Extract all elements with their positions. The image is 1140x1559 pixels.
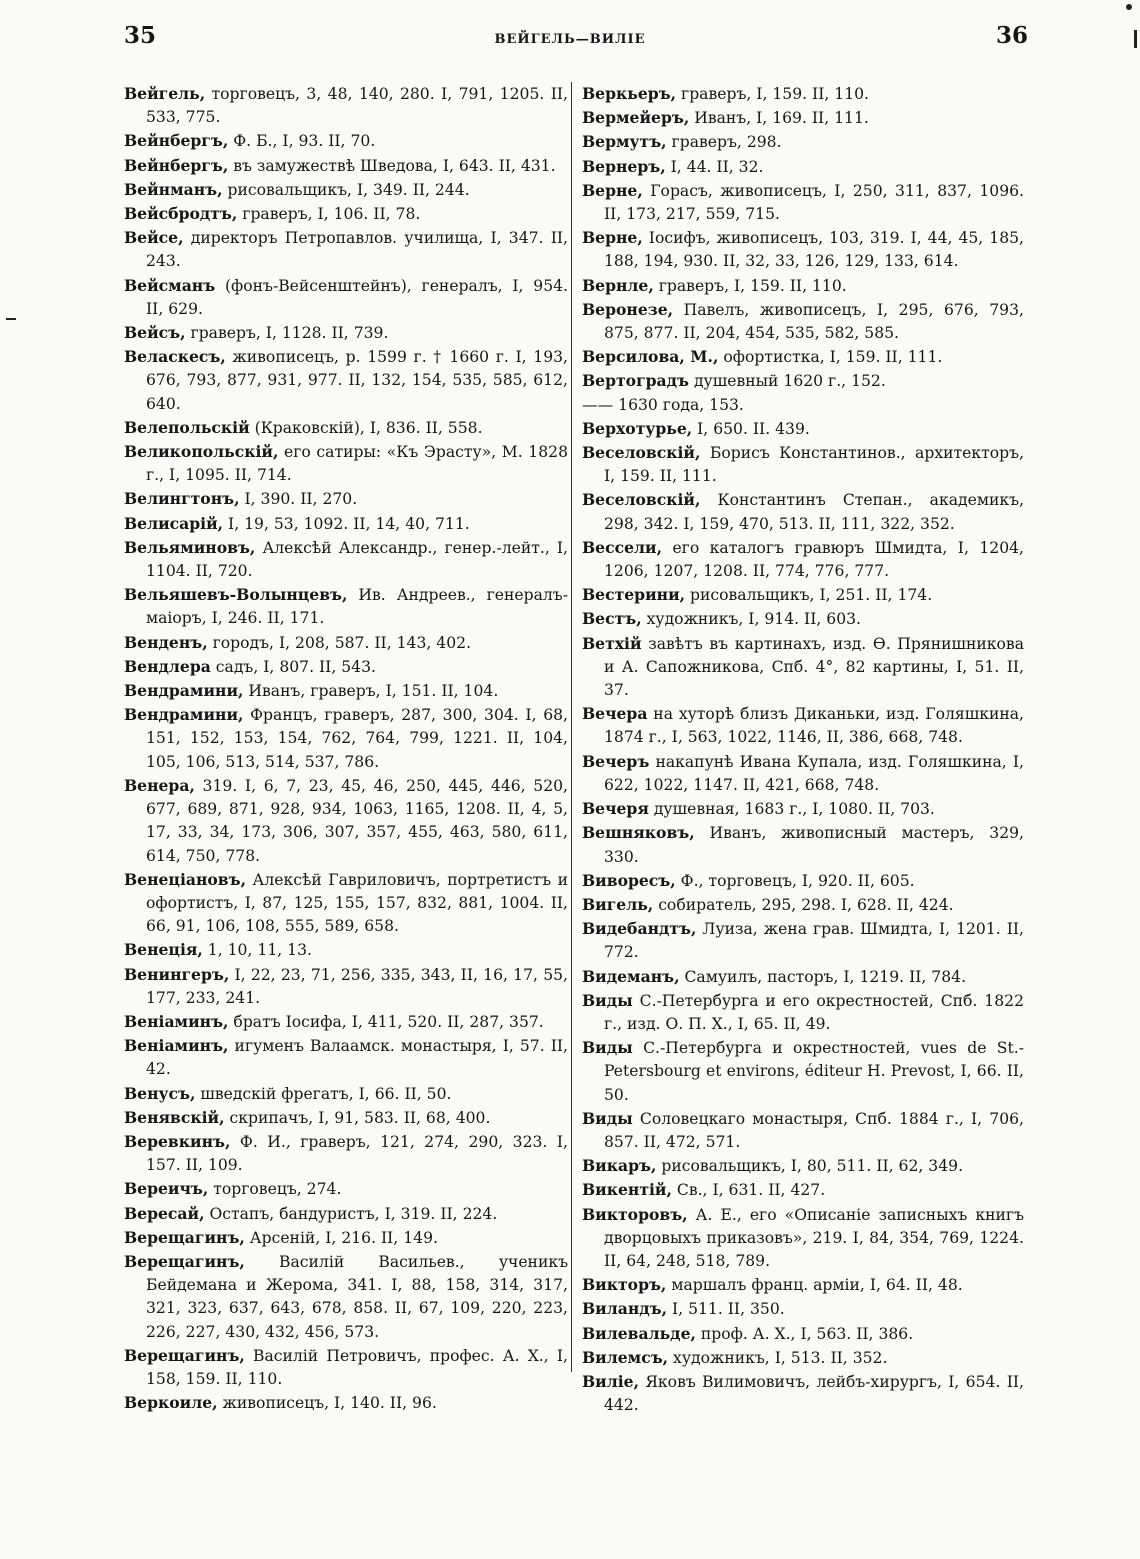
entry-headword: Виворесъ, bbox=[582, 870, 676, 890]
entry-references: Иванъ, I, 169. II, 111. bbox=[689, 109, 869, 128]
entry-references: душевный 1620 г., 152. bbox=[689, 372, 886, 391]
entry-references: Ф. И., граверъ, 121, 274, 290, 323. I, 157. II, 109. bbox=[146, 1132, 568, 1175]
entry-headword: Викаръ, bbox=[582, 1156, 657, 1176]
entry-references: рисовальщикъ, I, 251. II, 174. bbox=[685, 586, 933, 605]
entry-headword: Велепольскій bbox=[124, 417, 250, 437]
entry-headword: Вендлера bbox=[124, 656, 211, 676]
entry-references: художникъ, I, 513. II, 352. bbox=[668, 1348, 888, 1367]
entry-headword: Вейсбродтъ, bbox=[124, 204, 238, 224]
entry-references: Іосифъ, живописецъ, 103, 319. I, 44, 45, 185, 188, 194, 930. II, 32, 33, 126, 129, 133, 614. bbox=[604, 229, 1024, 271]
entry-references: С.-Петербурга и его окрестностей, Спб. 1822 г., изд. О. П. Х., I, 65. II, 49. bbox=[604, 991, 1024, 1033]
entry-headword: Видеманъ, bbox=[582, 966, 680, 986]
entry-references: Соловецкаго монастыря, Спб. 1884 г., I, 706, 857. II, 472, 571. bbox=[604, 1109, 1024, 1151]
index-entry bbox=[582, 417, 1024, 441]
index-entry bbox=[582, 274, 1024, 298]
entry-references: завѣтъ въ картинахъ, изд. Ѳ. Прянишникова и А. Сапожникова, Спб. 4°, 82 картины, I, 51. II, 37. bbox=[604, 634, 1024, 700]
index-entry bbox=[124, 963, 568, 1010]
entry-headword: Веніаминъ, bbox=[124, 1036, 229, 1056]
entry-headword: Веронезе, bbox=[582, 299, 674, 319]
entry-references: душевная, 1683 г., I, 1080. II, 703. bbox=[648, 800, 935, 819]
index-entry bbox=[124, 679, 568, 703]
index-entry bbox=[124, 1010, 568, 1034]
entry-references: Константинъ Степан., академикъ, 298, 342. I, 159, 470, 513. II, 111, 322, 352. bbox=[604, 491, 1024, 533]
index-entry bbox=[124, 1177, 568, 1201]
entry-references: Горасъ, живописецъ, I, 250, 311, 837, 1096. II, 173, 217, 559, 715. bbox=[604, 181, 1024, 224]
entry-headword: Виды bbox=[582, 1108, 633, 1128]
index-entry bbox=[124, 1082, 568, 1106]
index-entry bbox=[582, 632, 1024, 703]
right-column bbox=[582, 82, 1024, 1417]
entry-headword: Вельяминовъ, bbox=[124, 537, 256, 557]
entry-references: Павелъ, живописецъ, I, 295, 676, 793, 875, 877. II, 204, 454, 535, 582, 585. bbox=[604, 300, 1024, 343]
index-entry bbox=[124, 345, 568, 416]
index-entry bbox=[582, 965, 1024, 989]
entry-references: скрипачъ, I, 91, 583. II, 68, 400. bbox=[224, 1108, 491, 1127]
entry-headword: Вечера bbox=[582, 704, 648, 724]
entry-references: живописецъ, р. 1599 г. † 1660 г. I, 193, 676, 793, 877, 931, 977. II, 132, 154, 535, 585, 612, 640. bbox=[146, 348, 568, 413]
entry-references: А. Е., его «Описаніе записныхъ книгъ дворцовыхъ приказовъ», 219. I, 84, 354, 769, 1224. II, 64, 248, 518, 789. bbox=[604, 1205, 1024, 1270]
entry-headword: Версилова, М., bbox=[582, 347, 719, 367]
entry-references: собиратель, 295, 298. I, 628. II, 424. bbox=[653, 895, 954, 914]
index-entry bbox=[124, 202, 568, 226]
index-entry bbox=[582, 488, 1024, 535]
entry-references: (фонъ-Вейсенштейнъ), генералъ, I, 954. II, 629. bbox=[146, 276, 568, 318]
entry-headword: Виды bbox=[582, 1038, 633, 1058]
index-entry bbox=[124, 226, 568, 273]
entry-references: Иванъ, живописный мастеръ, 329, 330. bbox=[604, 824, 1024, 866]
entry-references: Ф. Б., I, 93. II, 70. bbox=[228, 132, 376, 151]
entry-headword: Вигель, bbox=[582, 894, 654, 914]
entry-references: 319. I, 6, 7, 23, 45, 46, 250, 445, 446, 520, 677, 689, 871, 928, 934, 1063, 1165, 1208. II, 4, 5, 17, 33, 34, 173, 306, 307, 357, 455, 463, 580, 611, 614, 750, 778. bbox=[146, 776, 568, 865]
entry-references: на хуторѣ близъ Диканьки, изд. Голяшкина, 1874 г., I, 563, 1022, 1146, II, 386, 668, 748. bbox=[604, 705, 1024, 747]
entry-headword: Викторъ, bbox=[582, 1275, 667, 1295]
index-entry bbox=[582, 82, 1024, 106]
index-entry bbox=[124, 1226, 568, 1250]
index-entry bbox=[582, 1203, 1024, 1274]
entry-references: Св., I, 631. II, 427. bbox=[671, 1181, 826, 1200]
entry-headword: Вересай, bbox=[124, 1203, 205, 1223]
index-entry bbox=[582, 179, 1024, 226]
index-entry bbox=[124, 178, 568, 202]
column-divider bbox=[571, 82, 572, 1372]
edge-mark-left bbox=[6, 318, 16, 320]
edge-mark-right bbox=[1134, 30, 1137, 48]
entry-headword: Верхотурье, bbox=[582, 418, 693, 438]
entry-headword: Виды bbox=[582, 990, 633, 1010]
entry-headword: Венеція, bbox=[124, 940, 203, 960]
index-entry bbox=[582, 298, 1024, 345]
index-entry bbox=[124, 154, 568, 178]
entry-headword: Веркьеръ, bbox=[582, 84, 677, 103]
entry-headword: Виліе, bbox=[582, 1371, 640, 1391]
entry-headword: Веніаминъ, bbox=[124, 1011, 229, 1031]
left-column bbox=[124, 82, 568, 1415]
entry-references: I, 44. II, 32. bbox=[665, 157, 764, 176]
entry-headword: Веревкинъ, bbox=[124, 1131, 231, 1151]
entry-references: Арсеній, I, 216. II, 149. bbox=[244, 1228, 438, 1247]
index-entry bbox=[124, 1106, 568, 1130]
entry-headword: Вечеръ bbox=[582, 751, 650, 771]
entry-headword: Викторовъ, bbox=[582, 1204, 688, 1224]
index-entry bbox=[124, 440, 568, 487]
entry-references: директоръ Петропавлов. училища, I, 347. II, 243. bbox=[146, 229, 568, 271]
entry-references: Ив. Андреев., генералъ-маіоръ, I, 246. II, 171. bbox=[146, 586, 568, 628]
entry-headword: Вендрамини, bbox=[124, 705, 244, 725]
entry-references: рисовальщикъ, I, 349. II, 244. bbox=[222, 180, 470, 199]
entry-references: Алексѣй Александр., генер.-лейт., I, 1104. II, 720. bbox=[146, 538, 568, 581]
entry-references: Иванъ, граверъ, I, 151. II, 104. bbox=[243, 682, 499, 701]
entry-headword: Верне, bbox=[582, 228, 643, 248]
entry-references: граверъ, 298. bbox=[666, 133, 782, 152]
entry-references: Самуилъ, пасторъ, I, 1219. II, 784. bbox=[679, 967, 967, 986]
index-entry bbox=[124, 583, 568, 630]
index-entry bbox=[124, 82, 568, 129]
entry-headword: Венера, bbox=[124, 775, 195, 795]
index-entry bbox=[124, 416, 568, 440]
entry-references: Остапъ, бандуристъ, I, 319. II, 224. bbox=[204, 1204, 498, 1223]
index-entry bbox=[124, 1034, 568, 1081]
entry-headword: Верещагинъ, bbox=[124, 1227, 245, 1247]
index-entry bbox=[124, 129, 568, 153]
index-entry bbox=[124, 1344, 568, 1391]
entry-headword: Вельяшевъ-Волынцевъ, bbox=[124, 585, 348, 605]
entry-references: Ф., торговецъ, I, 920. II, 605. bbox=[675, 871, 915, 890]
entry-headword: Ветхій bbox=[582, 633, 642, 653]
entry-references: граверъ, I, 106. II, 78. bbox=[237, 205, 421, 224]
entry-references: шведскій фрегатъ, I, 66. II, 50. bbox=[195, 1084, 452, 1103]
entry-references: С.-Петербурга и окрестностей, vues de St.-Petersbourg et environs, éditeur H. Prevost, I, 66. II, 50. bbox=[604, 1039, 1024, 1104]
entry-headword: Веласкесъ, bbox=[124, 347, 226, 367]
index-entry bbox=[124, 1391, 568, 1415]
entry-references: его сатиры: «Къ Эрасту», М. 1828 г., I, 1095. II, 714. bbox=[146, 443, 568, 485]
entry-headword: Верещагинъ, bbox=[124, 1345, 245, 1365]
running-head-title: ВЕЙГЕЛЬ—ВИЛІЕ bbox=[494, 32, 646, 47]
index-entry bbox=[582, 536, 1024, 583]
index-entry bbox=[582, 369, 1024, 393]
entry-headword: Вернеръ, bbox=[582, 156, 666, 176]
entry-references: I, 22, 23, 71, 256, 335, 343, II, 16, 17, 55, 177, 233, 241. bbox=[146, 965, 568, 1007]
entry-headword: Вендрамини, bbox=[124, 681, 244, 701]
entry-headword: Вестерини, bbox=[582, 585, 686, 605]
entry-headword: Веселовскій, bbox=[582, 490, 701, 510]
index-entry bbox=[582, 1107, 1024, 1154]
index-entry bbox=[582, 702, 1024, 749]
entry-references: I, 19, 53, 1092. II, 14, 40, 711. bbox=[223, 514, 470, 533]
index-entry bbox=[582, 607, 1024, 631]
index-entry bbox=[124, 1250, 568, 1344]
index-entry bbox=[124, 487, 568, 511]
index-entry bbox=[582, 1297, 1024, 1321]
entry-references: I, 390. II, 270. bbox=[239, 490, 358, 509]
entry-headword: Вейнманъ, bbox=[124, 179, 223, 199]
index-entry bbox=[582, 821, 1024, 868]
index-entry bbox=[582, 1346, 1024, 1370]
entry-headword: Вилевальде, bbox=[582, 1323, 696, 1343]
index-entry bbox=[582, 797, 1024, 821]
entry-headword: Венеціановъ, bbox=[124, 869, 247, 889]
entry-references: игуменъ Валаамск. монастыря, I, 57. II, 42. bbox=[146, 1037, 568, 1079]
index-entry bbox=[582, 441, 1024, 488]
entry-headword: Вестъ, bbox=[582, 609, 642, 629]
entry-headword: Вертоградъ bbox=[582, 371, 689, 391]
index-entry bbox=[582, 750, 1024, 797]
entry-headword: Вечеря bbox=[582, 799, 649, 819]
index-entry bbox=[582, 226, 1024, 273]
entry-references: живописецъ, I, 140. II, 96. bbox=[217, 1394, 437, 1413]
entry-references: маршалъ франц. арміи, I, 64. II, 48. bbox=[666, 1276, 963, 1295]
index-entry bbox=[124, 274, 568, 321]
entry-references: 1, 10, 11, 13. bbox=[202, 941, 312, 960]
index-entry bbox=[582, 345, 1024, 369]
index-entry bbox=[124, 536, 568, 583]
entry-references: Францъ, граверъ, 287, 300, 304. I, 68, 151, 152, 153, 154, 762, 764, 799, 1221. II, 104, 105, 106, 513, 514, 537, 786. bbox=[146, 706, 568, 771]
entry-headword: Вейнбергъ, bbox=[124, 155, 229, 175]
entry-references: Борисъ Константинов., архитекторъ, I, 159. II, 111. bbox=[604, 444, 1024, 486]
entry-headword: Вейгель, bbox=[124, 84, 206, 103]
entry-headword: Вермутъ, bbox=[582, 132, 667, 152]
entry-headword: Верне, bbox=[582, 180, 643, 200]
entry-headword: Венденъ, bbox=[124, 632, 208, 652]
entry-headword: Вернле, bbox=[582, 275, 654, 295]
index-entry bbox=[124, 512, 568, 536]
entry-references: торговецъ, 274. bbox=[208, 1180, 342, 1199]
entry-references: граверъ, I, 159. II, 110. bbox=[653, 276, 847, 295]
entry-references: граверъ, I, 1128. II, 739. bbox=[185, 324, 389, 343]
index-entry bbox=[582, 1273, 1024, 1297]
entry-references: I, 650. II. 439. bbox=[692, 419, 810, 438]
entry-references: Алексѣй Гавриловичъ, портретистъ и офортистъ, I, 87, 125, 155, 157, 832, 881, 1004. II, 66, 91, 106, 108, 555, 589, 658. bbox=[146, 870, 568, 936]
entry-headword: Видебандтъ, bbox=[582, 919, 697, 939]
entry-references: —— 1630 года, 153. bbox=[582, 395, 744, 414]
index-entry bbox=[582, 1178, 1024, 1202]
entry-headword: Вешняковъ, bbox=[582, 823, 695, 843]
index-entry bbox=[124, 631, 568, 655]
entry-headword: Велингтонъ, bbox=[124, 489, 240, 509]
index-entry bbox=[582, 917, 1024, 964]
entry-headword: Великопольскій, bbox=[124, 442, 279, 462]
entry-references: Луиза, жена грав. Шмидта, I, 1201. II, 772. bbox=[604, 920, 1024, 962]
page-number-left: 35 bbox=[124, 22, 157, 49]
index-entry bbox=[124, 774, 568, 868]
entry-headword: Венусъ, bbox=[124, 1083, 196, 1103]
index-entry bbox=[124, 938, 568, 962]
entry-references: I, 511. II, 350. bbox=[667, 1300, 785, 1319]
entry-headword: Вермейеръ, bbox=[582, 108, 690, 128]
entry-headword: Вейсманъ bbox=[124, 275, 216, 295]
entry-headword: Вилемсъ, bbox=[582, 1347, 669, 1367]
index-entry bbox=[582, 1370, 1024, 1417]
index-entry bbox=[124, 1202, 568, 1226]
entry-headword: Вессели, bbox=[582, 537, 663, 557]
index-entry bbox=[582, 989, 1024, 1036]
entry-references: садъ, I, 807. II, 543. bbox=[210, 657, 376, 676]
entry-references: его каталогъ гравюръ Шмидта, I, 1204, 1206, 1207, 1208. II, 774, 776, 777. bbox=[604, 538, 1024, 581]
index-entry bbox=[582, 106, 1024, 130]
entry-headword: Вейсъ, bbox=[124, 323, 186, 343]
entry-headword: Вереичъ, bbox=[124, 1179, 209, 1199]
entry-references: въ замужествѣ Шведова, I, 643. II, 431. bbox=[228, 156, 556, 175]
entry-headword: Велисарій, bbox=[124, 513, 224, 533]
entry-references: (Краковскій), I, 836. II, 558. bbox=[249, 418, 483, 437]
index-entry bbox=[124, 655, 568, 679]
index-entry bbox=[582, 130, 1024, 154]
entry-references: накапунѣ Ивана Купала, изд. Голяшкина, I, 622, 1022, 1147. II, 421, 668, 748. bbox=[604, 752, 1024, 794]
index-entry bbox=[582, 394, 1024, 417]
index-entry bbox=[582, 1154, 1024, 1178]
index-entry bbox=[582, 1036, 1024, 1107]
index-entry bbox=[582, 155, 1024, 179]
entry-headword: Вейсе, bbox=[124, 228, 184, 248]
entry-headword: Вейнбергъ, bbox=[124, 131, 229, 151]
entry-references: граверъ, I, 159. II, 110. bbox=[676, 85, 870, 103]
index-entry bbox=[124, 868, 568, 939]
entry-references: Василій Петровичъ, профес. А. Х., I, 158, 159. II, 110. bbox=[146, 1346, 568, 1388]
entry-references: Яковъ Вилимовичъ, лейбъ-хирургъ, I, 654. II, 442. bbox=[604, 1372, 1024, 1415]
entry-references: братъ Іосифа, I, 411, 520. II, 287, 357. bbox=[228, 1012, 544, 1031]
index-entry bbox=[124, 703, 568, 774]
index-entry bbox=[582, 1322, 1024, 1346]
index-entry bbox=[582, 583, 1024, 607]
entry-headword: Верещагинъ, bbox=[124, 1251, 245, 1271]
entry-headword: Венингеръ, bbox=[124, 964, 230, 984]
index-entry bbox=[124, 321, 568, 345]
entry-references: торговецъ, 3, 48, 140, 280. I, 791, 1205. II, 533, 775. bbox=[146, 85, 568, 127]
entry-headword: Веселовскій, bbox=[582, 443, 701, 463]
entry-headword: Викентій, bbox=[582, 1180, 672, 1200]
entry-references: проф. А. Х., I, 563. II, 386. bbox=[695, 1324, 914, 1343]
index-entry bbox=[124, 1130, 568, 1177]
entry-headword: Веркоиле, bbox=[124, 1393, 218, 1413]
entry-references: Василій Васильев., ученикъ Бейдемана и Жерома, 341. I, 88, 158, 314, 317, 321, 323, 637, 643, 678, 858. II, 67, 109, 220, 223, 226, 227, 430, 432, 456, 573. bbox=[146, 1252, 568, 1341]
entry-references: офортистка, I, 159. II, 111. bbox=[718, 348, 943, 367]
entry-references: городъ, I, 208, 587. II, 143, 402. bbox=[207, 633, 472, 652]
index-entry bbox=[582, 869, 1024, 893]
entry-references: художникъ, I, 914. II, 603. bbox=[641, 610, 861, 629]
entry-references: рисовальщикъ, I, 80, 511. II, 62, 349. bbox=[656, 1157, 964, 1176]
index-entry bbox=[582, 893, 1024, 917]
entry-headword: Венявскій, bbox=[124, 1107, 225, 1127]
page-number-right: 36 bbox=[996, 22, 1029, 49]
entry-headword: Виландъ, bbox=[582, 1299, 668, 1319]
edge-mark-top bbox=[1126, 4, 1132, 10]
